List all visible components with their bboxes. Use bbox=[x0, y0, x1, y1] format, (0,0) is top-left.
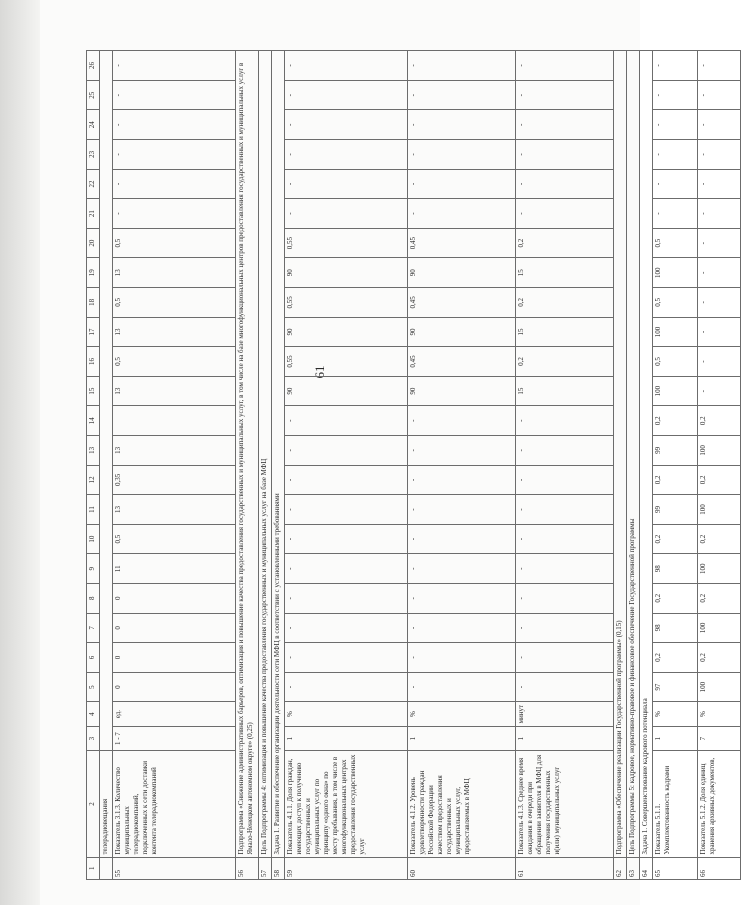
value-cell: 0 bbox=[113, 584, 236, 614]
table-row bbox=[640, 51, 653, 880]
value-cell: - bbox=[408, 584, 516, 614]
value-cell: - bbox=[408, 495, 516, 525]
value-cell: 0,2 bbox=[653, 524, 698, 554]
value-cell: - bbox=[285, 524, 408, 554]
value-cell: - bbox=[698, 110, 741, 140]
value-cell: - bbox=[408, 110, 516, 140]
column-number-22: 22 bbox=[87, 169, 100, 199]
column-number-7: 7 bbox=[87, 613, 100, 643]
value-cell: 0,2 bbox=[698, 406, 741, 436]
table-row bbox=[285, 51, 408, 880]
value-cell: - bbox=[698, 376, 741, 406]
value-cell: - bbox=[698, 80, 741, 110]
value-cell: 100 bbox=[698, 495, 741, 525]
value-cell: 0,2 bbox=[653, 584, 698, 614]
value-cell: - bbox=[698, 347, 741, 377]
indicator-table bbox=[86, 50, 741, 880]
value-cell: - bbox=[516, 140, 614, 170]
value-cell: 0,55 bbox=[285, 347, 408, 377]
value-cell: 98 bbox=[653, 554, 698, 584]
column-number-19: 19 bbox=[87, 258, 100, 288]
column-number-1: 1 bbox=[87, 857, 100, 879]
indicator-name: Показатель 4.1.1. Доля граждан, имеющих доступ к получению государственных и муниципальных услуг по принципу «одного окна» по месту пребывания, в том числе в многофункциональных центрах предоставления государственных услуг bbox=[285, 751, 408, 857]
value-cell: - bbox=[113, 169, 236, 199]
value-cell: 13 bbox=[113, 495, 236, 525]
value-cell: - bbox=[113, 80, 236, 110]
value-cell: 0,2 bbox=[653, 406, 698, 436]
column-number-21: 21 bbox=[87, 199, 100, 229]
value-cell: 0,35 bbox=[113, 465, 236, 495]
unit-of-measure: ед. bbox=[113, 702, 236, 727]
column-number-2: 2 bbox=[87, 751, 100, 857]
column-number-17: 17 bbox=[87, 317, 100, 347]
value-cell: - bbox=[516, 80, 614, 110]
column-number-8: 8 bbox=[87, 584, 100, 614]
table-row bbox=[627, 51, 640, 880]
value-cell: 100 bbox=[653, 317, 698, 347]
section-heading: Задача 1. Развитие и обеспечение организации деятельности сети МФЦ в соответствии с установленными требованиями bbox=[272, 51, 285, 858]
value-cell: - bbox=[408, 643, 516, 673]
value-cell: - bbox=[653, 51, 698, 81]
value-cell: 15 bbox=[516, 258, 614, 288]
value-cell: 0,2 bbox=[698, 584, 741, 614]
value-cell: - bbox=[408, 406, 516, 436]
value-cell: 90 bbox=[408, 258, 516, 288]
value-cell: - bbox=[113, 199, 236, 229]
value-cell: - bbox=[698, 288, 741, 318]
value-cell: 0,5 bbox=[113, 524, 236, 554]
column-number-3: 3 bbox=[87, 726, 100, 751]
value-cell: 0,2 bbox=[516, 347, 614, 377]
value-cell: - bbox=[653, 110, 698, 140]
value-cell: - bbox=[285, 584, 408, 614]
table-row bbox=[653, 51, 698, 880]
source-code: 1 bbox=[516, 726, 614, 751]
value-cell: - bbox=[285, 465, 408, 495]
source-code: 1 bbox=[285, 726, 408, 751]
value-cell: - bbox=[653, 169, 698, 199]
value-cell: - bbox=[408, 51, 516, 81]
value-cell: - bbox=[516, 110, 614, 140]
value-cell: 99 bbox=[653, 436, 698, 466]
value-cell: - bbox=[698, 140, 741, 170]
value-cell bbox=[113, 406, 236, 436]
value-cell: 0 bbox=[113, 672, 236, 702]
row-number: 55 bbox=[113, 857, 236, 879]
row-number: 61 bbox=[516, 857, 614, 879]
value-cell: 0,5 bbox=[653, 288, 698, 318]
value-cell: - bbox=[698, 258, 741, 288]
continuation-row bbox=[100, 51, 113, 880]
value-cell: - bbox=[408, 613, 516, 643]
scan-edge-shadow bbox=[0, 0, 40, 905]
column-number-20: 20 bbox=[87, 228, 100, 258]
table-row bbox=[516, 51, 614, 880]
page-number: 61 bbox=[312, 365, 327, 379]
value-cell: 0,2 bbox=[698, 465, 741, 495]
row-number: 57 bbox=[259, 857, 272, 879]
value-cell: - bbox=[516, 584, 614, 614]
value-cell: 13 bbox=[113, 436, 236, 466]
section-heading: Подпрограмма «Обеспечение реализации Государственной программы» (0,15) bbox=[614, 51, 627, 858]
value-cell: 0,2 bbox=[516, 288, 614, 318]
table-row bbox=[113, 51, 236, 880]
value-cell: - bbox=[408, 465, 516, 495]
unit-of-measure: % bbox=[653, 702, 698, 727]
column-number-25: 25 bbox=[87, 80, 100, 110]
value-cell: 0,45 bbox=[408, 228, 516, 258]
value-cell: 0 bbox=[113, 643, 236, 673]
value-cell: - bbox=[698, 317, 741, 347]
row-number: 59 bbox=[285, 857, 408, 879]
value-cell: - bbox=[698, 51, 741, 81]
value-cell: 100 bbox=[698, 436, 741, 466]
value-cell: 98 bbox=[653, 613, 698, 643]
unit-of-measure: % bbox=[285, 702, 408, 727]
value-cell: 13 bbox=[113, 376, 236, 406]
source-code: 7 bbox=[698, 726, 741, 751]
row-number: 66 bbox=[698, 857, 741, 879]
column-number-9: 9 bbox=[87, 554, 100, 584]
value-cell: 100 bbox=[653, 376, 698, 406]
value-cell: - bbox=[113, 140, 236, 170]
value-cell: - bbox=[516, 495, 614, 525]
indicator-name: Показатель 3.1.3. Количество муниципальных телерадиокомпаний, подключенных к сети доставки контента телерадиокомпаний bbox=[113, 751, 236, 857]
value-cell: 0,5 bbox=[113, 288, 236, 318]
value-cell: - bbox=[285, 140, 408, 170]
value-cell: - bbox=[285, 199, 408, 229]
value-cell: - bbox=[516, 465, 614, 495]
value-cell: 0,2 bbox=[698, 643, 741, 673]
value-cell: 0,55 bbox=[285, 288, 408, 318]
value-cell: - bbox=[653, 140, 698, 170]
source-code: 1 bbox=[408, 726, 516, 751]
value-cell: 0,45 bbox=[408, 347, 516, 377]
indicator-name: Показатель 4.1.3. Среднее время ожидания в очереди при обращении заявителя в МФЦ для получения государственных и(или) муниципальных услуг bbox=[516, 751, 614, 857]
value-cell: - bbox=[516, 554, 614, 584]
value-cell: 90 bbox=[285, 258, 408, 288]
unit-of-measure: минут bbox=[516, 702, 614, 727]
value-cell: - bbox=[408, 524, 516, 554]
value-cell: - bbox=[408, 672, 516, 702]
value-cell: - bbox=[285, 51, 408, 81]
column-number-6: 6 bbox=[87, 643, 100, 673]
rotated-table-container bbox=[86, 50, 716, 880]
table-row bbox=[236, 51, 259, 880]
row-number: 63 bbox=[627, 857, 640, 879]
section-heading: Задача 1. Совершенствование кадрового потенциала bbox=[640, 51, 653, 858]
indicator-name: Показатель 4.1.2. Уровень удовлетворенности граждан Российской Федерации качеством предоставления государственных и муниципальных услуг, предоставляемых в МФЦ bbox=[408, 751, 516, 857]
value-cell: 90 bbox=[285, 376, 408, 406]
value-cell: 90 bbox=[285, 317, 408, 347]
value-cell: - bbox=[285, 436, 408, 466]
value-cell: - bbox=[653, 80, 698, 110]
continuation-text: телерадиовещания bbox=[100, 751, 113, 857]
value-cell: 0,5 bbox=[113, 228, 236, 258]
row-number: 56 bbox=[236, 857, 259, 879]
row-number: 65 bbox=[653, 857, 698, 879]
value-cell: - bbox=[516, 613, 614, 643]
value-cell: - bbox=[285, 672, 408, 702]
value-cell: - bbox=[408, 140, 516, 170]
value-cell: - bbox=[285, 169, 408, 199]
value-cell: 0,55 bbox=[285, 228, 408, 258]
value-cell: 0,2 bbox=[698, 524, 741, 554]
value-cell: - bbox=[698, 199, 741, 229]
value-cell: 100 bbox=[653, 258, 698, 288]
table-row bbox=[698, 51, 741, 880]
column-number-12: 12 bbox=[87, 465, 100, 495]
column-number-13: 13 bbox=[87, 436, 100, 466]
value-cell: 100 bbox=[698, 554, 741, 584]
column-number-16: 16 bbox=[87, 347, 100, 377]
table-row bbox=[259, 51, 272, 880]
column-number-4: 4 bbox=[87, 702, 100, 727]
column-number-15: 15 bbox=[87, 376, 100, 406]
value-cell: 15 bbox=[516, 317, 614, 347]
table-row bbox=[408, 51, 516, 880]
value-cell: - bbox=[698, 169, 741, 199]
column-number-18: 18 bbox=[87, 288, 100, 318]
value-cell: 15 bbox=[516, 376, 614, 406]
value-cell: 100 bbox=[698, 613, 741, 643]
section-heading: Подпрограмма «Снижение административных барьеров, оптимизация и повышение качества предоставления государственных и муниципальных услуг, в том числе на базе многофункциональных центров предоставления государственных и муниципальных услуг в Ямало-Ненецком автономном округе» (0,25) bbox=[236, 51, 259, 858]
column-number-5: 5 bbox=[87, 672, 100, 702]
value-cell: 0 bbox=[113, 613, 236, 643]
value-cell: 0,2 bbox=[653, 465, 698, 495]
column-number-row bbox=[87, 51, 100, 880]
unit-of-measure: % bbox=[408, 702, 516, 727]
value-cell: 11 bbox=[113, 554, 236, 584]
value-cell: - bbox=[408, 169, 516, 199]
value-cell: - bbox=[285, 110, 408, 140]
value-cell: 13 bbox=[113, 317, 236, 347]
indicator-name: Показатель 5.1.1. Укомплектованность кадрами bbox=[653, 751, 698, 857]
row-number: 60 bbox=[408, 857, 516, 879]
value-cell: - bbox=[516, 436, 614, 466]
value-cell: 13 bbox=[113, 258, 236, 288]
value-cell: - bbox=[516, 643, 614, 673]
value-cell: - bbox=[516, 524, 614, 554]
value-cell: 0,2 bbox=[516, 228, 614, 258]
value-cell: - bbox=[408, 199, 516, 229]
column-number-23: 23 bbox=[87, 140, 100, 170]
column-number-11: 11 bbox=[87, 495, 100, 525]
value-cell: - bbox=[408, 554, 516, 584]
value-cell: - bbox=[408, 80, 516, 110]
value-cell: 99 bbox=[653, 495, 698, 525]
indicator-table-body bbox=[87, 51, 741, 880]
value-cell: - bbox=[285, 80, 408, 110]
table-row bbox=[272, 51, 285, 880]
value-cell: 0,5 bbox=[113, 347, 236, 377]
value-cell: 100 bbox=[698, 672, 741, 702]
row-number: 62 bbox=[614, 857, 627, 879]
source-code: 1 - 7 bbox=[113, 726, 236, 751]
value-cell: 90 bbox=[408, 317, 516, 347]
unit-of-measure: % bbox=[698, 702, 741, 727]
value-cell: 0,2 bbox=[653, 643, 698, 673]
value-cell: - bbox=[408, 436, 516, 466]
value-cell: - bbox=[516, 169, 614, 199]
value-cell: - bbox=[653, 199, 698, 229]
column-number-24: 24 bbox=[87, 110, 100, 140]
table-row bbox=[614, 51, 627, 880]
source-code: 1 bbox=[653, 726, 698, 751]
section-heading: Цель Подпрограммы 4: оптимизация и повышение качества предоставления государственных и муниципальных услуг на базе МФЦ bbox=[259, 51, 272, 858]
value-cell: - bbox=[113, 51, 236, 81]
indicator-name: Показатель 5.1.2. Доля единиц хранения архивных документов, bbox=[698, 751, 741, 857]
value-cell: - bbox=[698, 228, 741, 258]
value-cell: - bbox=[516, 672, 614, 702]
value-cell: 0,5 bbox=[653, 228, 698, 258]
value-cell: 97 bbox=[653, 672, 698, 702]
value-cell: - bbox=[516, 51, 614, 81]
row-number: 58 bbox=[272, 857, 285, 879]
value-cell: 0,5 bbox=[653, 347, 698, 377]
value-cell: - bbox=[516, 406, 614, 436]
value-cell: 90 bbox=[408, 376, 516, 406]
section-heading: Цель Подпрограммы 5: кадровое, нормативно-правовое и финансовое обеспечение Государственной программы bbox=[627, 51, 640, 858]
value-cell: - bbox=[285, 406, 408, 436]
value-cell: 0,45 bbox=[408, 288, 516, 318]
value-cell: - bbox=[285, 643, 408, 673]
value-cell: - bbox=[285, 613, 408, 643]
value-cell: - bbox=[113, 110, 236, 140]
value-cell: - bbox=[516, 199, 614, 229]
value-cell: - bbox=[285, 554, 408, 584]
value-cell: - bbox=[285, 495, 408, 525]
column-number-14: 14 bbox=[87, 406, 100, 436]
column-number-10: 10 bbox=[87, 524, 100, 554]
column-number-26: 26 bbox=[87, 51, 100, 81]
row-number: 64 bbox=[640, 857, 653, 879]
